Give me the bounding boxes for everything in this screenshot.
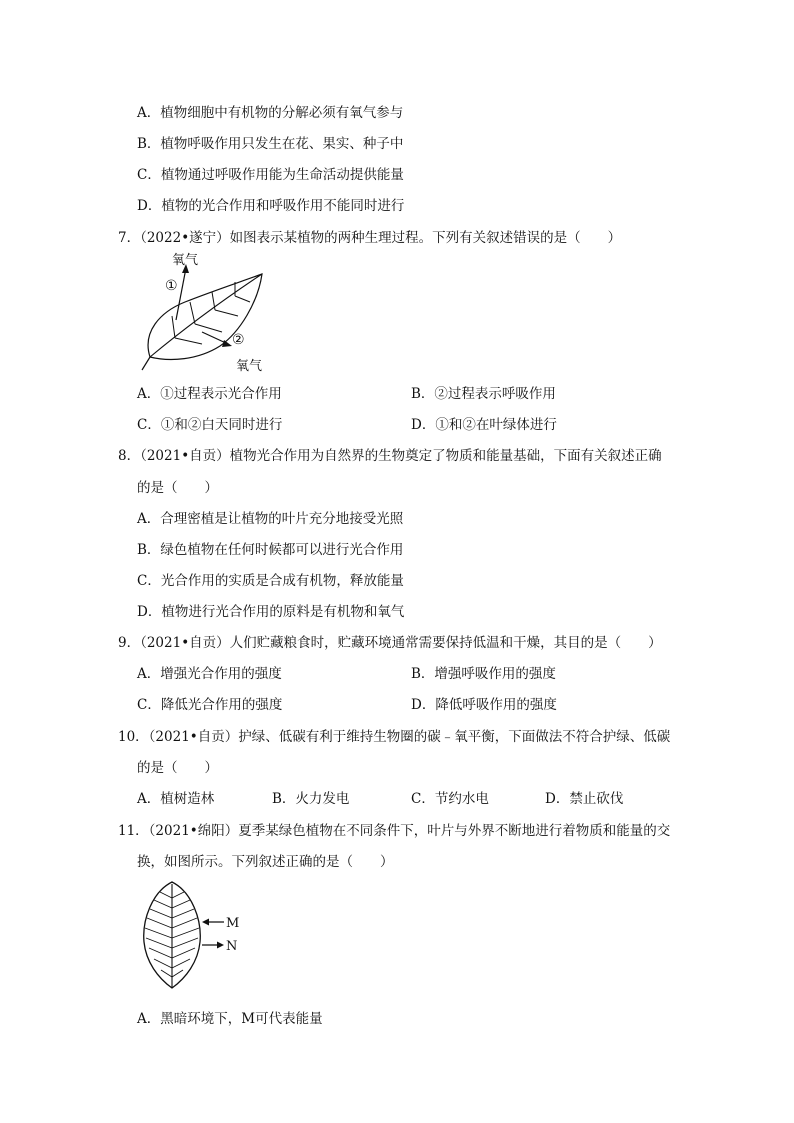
marker-2: ② bbox=[232, 332, 245, 348]
q7-option-d: D．①和②在叶绿体进行 bbox=[411, 417, 557, 433]
q10-option-a: A．植树造林 bbox=[137, 791, 215, 807]
label-oxygen-bottom: 氧气 bbox=[236, 359, 263, 374]
q10-option-c: C．节约水电 bbox=[411, 791, 489, 807]
q10-stem-line2: 的是（ ） bbox=[137, 760, 218, 776]
q7-option-a: A．①过程表示光合作用 bbox=[137, 386, 282, 402]
label-oxygen-top: 氧气 bbox=[172, 253, 199, 268]
q8-stem-line2: 的是（ ） bbox=[137, 480, 218, 496]
q10-option-d: D．禁止砍伐 bbox=[545, 791, 624, 807]
q7-leaf-figure bbox=[140, 252, 280, 378]
q6-option-c: C．植物通过呼吸作用能为生命活动提供能量 bbox=[137, 167, 404, 183]
q11-leaf-figure bbox=[140, 880, 250, 992]
q7-option-b: B．②过程表示呼吸作用 bbox=[411, 386, 556, 402]
q11-stem-line2: 换，如图所示。下列叙述正确的是（ ） bbox=[137, 854, 394, 870]
q9-option-a: A．增强光合作用的强度 bbox=[137, 666, 282, 682]
q9-stem: 9．（2021•自贡）人们贮藏粮食时，贮藏环境通常需要保持低温和干燥，其目的是（ ） bbox=[118, 635, 662, 651]
q9-option-b: B．增强呼吸作用的强度 bbox=[411, 666, 556, 682]
q8-option-d: D．植物进行光合作用的原料是有机物和氧气 bbox=[137, 604, 405, 620]
arrow-1 bbox=[176, 268, 186, 320]
q11-stem-line1: 11．（2021•绵阳）夏季某绿色植物在不同条件下，叶片与外界不断地进行着物质和能量的交 bbox=[118, 823, 671, 839]
q11-option-a: A．黑暗环境下，M可代表能量 bbox=[137, 1011, 323, 1027]
q8-option-a: A．合理密植是让植物的叶片充分地接受光照 bbox=[137, 511, 404, 527]
q7-option-c: C．①和②白天同时进行 bbox=[137, 417, 283, 433]
q10-option-b: B．火力发电 bbox=[272, 791, 350, 807]
arrow-n-head bbox=[217, 942, 224, 949]
arrow-m-head bbox=[202, 919, 209, 926]
q7-stem: 7．（2022•遂宁）如图表示某植物的两种生理过程。下列有关叙述错误的是（ ） bbox=[118, 230, 622, 246]
marker-1: ① bbox=[165, 278, 178, 294]
label-m: M bbox=[226, 916, 240, 931]
q8-stem-line1: 8．（2021•自贡）植物光合作用为自然界的生物奠定了物质和能量基础，下面有关叙述正确 bbox=[118, 448, 662, 464]
q6-option-b: B．植物呼吸作用只发生在花、果实、种子中 bbox=[137, 136, 404, 152]
q8-option-c: C．光合作用的实质是合成有机物，释放能量 bbox=[137, 573, 404, 589]
label-n: N bbox=[226, 939, 238, 954]
q10-stem-line1: 10．（2021•自贡）护绿、低碳有利于维持生物圈的碳﹣氧平衡，下面做法不符合护绿、低碳 bbox=[118, 729, 671, 745]
q9-option-c: C．降低光合作用的强度 bbox=[137, 697, 283, 713]
q9-option-d: D．降低呼吸作用的强度 bbox=[411, 697, 557, 713]
q8-option-b: B．绿色植物在任何时候都可以进行光合作用 bbox=[137, 542, 404, 558]
q6-option-a: A．植物细胞中有机物的分解必须有氧气参与 bbox=[137, 105, 404, 121]
q6-option-d: D．植物的光合作用和呼吸作用不能同时进行 bbox=[137, 198, 405, 214]
leaf-stem bbox=[142, 357, 150, 370]
